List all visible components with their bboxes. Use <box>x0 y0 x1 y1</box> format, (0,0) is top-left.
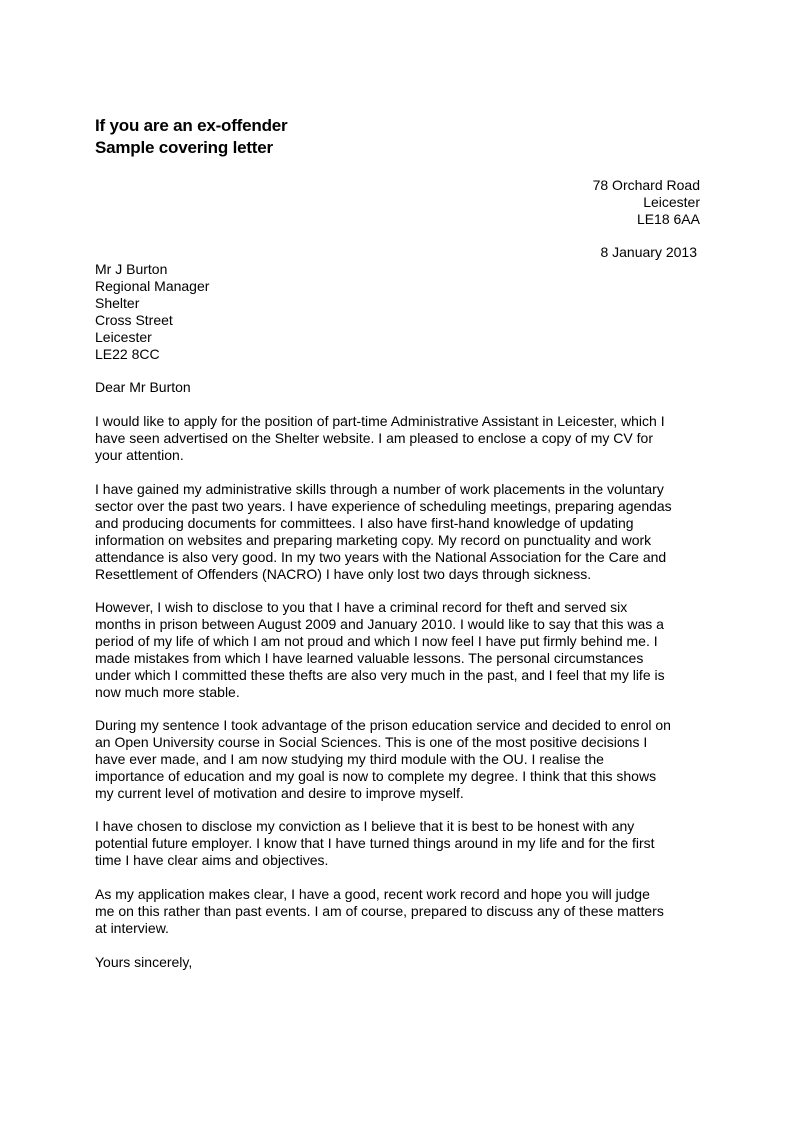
paragraph-line: importance of education and my goal is now to complete my degree. I think that this shows <box>95 768 657 784</box>
paragraph-line: However, I wish to disclose to you that I have a criminal record for theft and served six <box>95 599 628 615</box>
paragraph-line: now much more stable. <box>95 684 240 700</box>
paragraph-3 <box>95 599 705 701</box>
paragraph-line: Resettlement of Offenders (NACRO) I have only lost two days through sickness. <box>95 566 592 582</box>
paragraph-line: potential future employer. I know that I have turned things around in my life and for the first <box>95 835 655 851</box>
paragraph-line: information on websites and preparing marketing copy. My record on punctuality and work <box>95 532 652 548</box>
letter-closing: Yours sincerely, <box>95 954 193 970</box>
paragraph-line: made mistakes from which I have learned valuable lessons. The personal circumstances <box>95 650 644 666</box>
paragraph-5 <box>95 818 705 869</box>
recipient-title: Regional Manager <box>95 278 210 294</box>
letter-date: 8 January 2013 <box>600 244 697 260</box>
heading-subtitle: Sample covering letter <box>95 138 273 157</box>
sender-address <box>593 177 700 228</box>
paragraph-line: your attention. <box>95 447 184 463</box>
paragraph-line: As my application makes clear, I have a good, recent work record and hope you will judge <box>95 886 650 902</box>
paragraph-line: and producing documents for committees. I also have first-hand knowledge of updating <box>95 515 634 531</box>
paragraph-1 <box>95 413 705 464</box>
paragraph-line: attendance is also very good. In my two years with the National Association for the Care and <box>95 549 667 565</box>
paragraph-line: have seen advertised on the Shelter website. I am pleased to enclose a copy of my CV for <box>95 430 653 446</box>
paragraph-line: time I have clear aims and objectives. <box>95 852 329 868</box>
recipient-organisation: Shelter <box>95 295 140 311</box>
paragraph-line: at interview. <box>95 920 169 936</box>
paragraph-6 <box>95 886 705 937</box>
sender-city: Leicester <box>643 194 700 210</box>
paragraph-line: I have gained my administrative skills through a number of work placements in the voluntary <box>95 481 664 497</box>
recipient-city: Leicester <box>95 329 152 345</box>
paragraph-line: During my sentence I took advantage of the prison education service and decided to enrol on <box>95 717 671 733</box>
paragraph-line: sector over the past two years. I have experience of scheduling meetings, preparing agendas <box>95 498 672 514</box>
paragraph-line: period of my life of which I am not proud and which I now feel I have put firmly behind me. I <box>95 633 658 649</box>
recipient-street: Cross Street <box>95 312 173 328</box>
paragraph-line: an Open University course in Social Sciences. This is one of the most positive decisions I <box>95 734 648 750</box>
paragraph-line: I would like to apply for the position of part-time Administrative Assistant in Leicester, which I <box>95 413 665 429</box>
paragraph-line: under which I committed these thefts are also very much in the past, and I feel that my life is <box>95 667 665 683</box>
recipient-name: Mr J Burton <box>95 261 168 277</box>
recipient-postcode: LE22 8CC <box>95 346 160 362</box>
paragraph-4 <box>95 717 705 802</box>
paragraph-2 <box>95 481 705 583</box>
heading-title: If you are an ex-offender <box>95 116 288 135</box>
letter-heading <box>95 115 695 159</box>
paragraph-line: months in prison between August 2009 and January 2010. I would like to say that this was a <box>95 616 664 632</box>
sender-postcode: LE18 6AA <box>636 211 700 227</box>
paragraph-line: I have chosen to disclose my conviction as I believe that it is best to be honest with any <box>95 818 635 834</box>
paragraph-line: me on this rather than past events. I am of course, prepared to discuss any of these matters <box>95 903 664 919</box>
paragraph-line: my current level of motivation and desire to improve myself. <box>95 785 464 801</box>
sender-street: 78 Orchard Road <box>592 177 700 193</box>
salutation: Dear Mr Burton <box>95 379 191 395</box>
recipient-address <box>95 261 209 363</box>
paragraph-line: have ever made, and I am now studying my third module with the OU. I realise the <box>95 751 604 767</box>
